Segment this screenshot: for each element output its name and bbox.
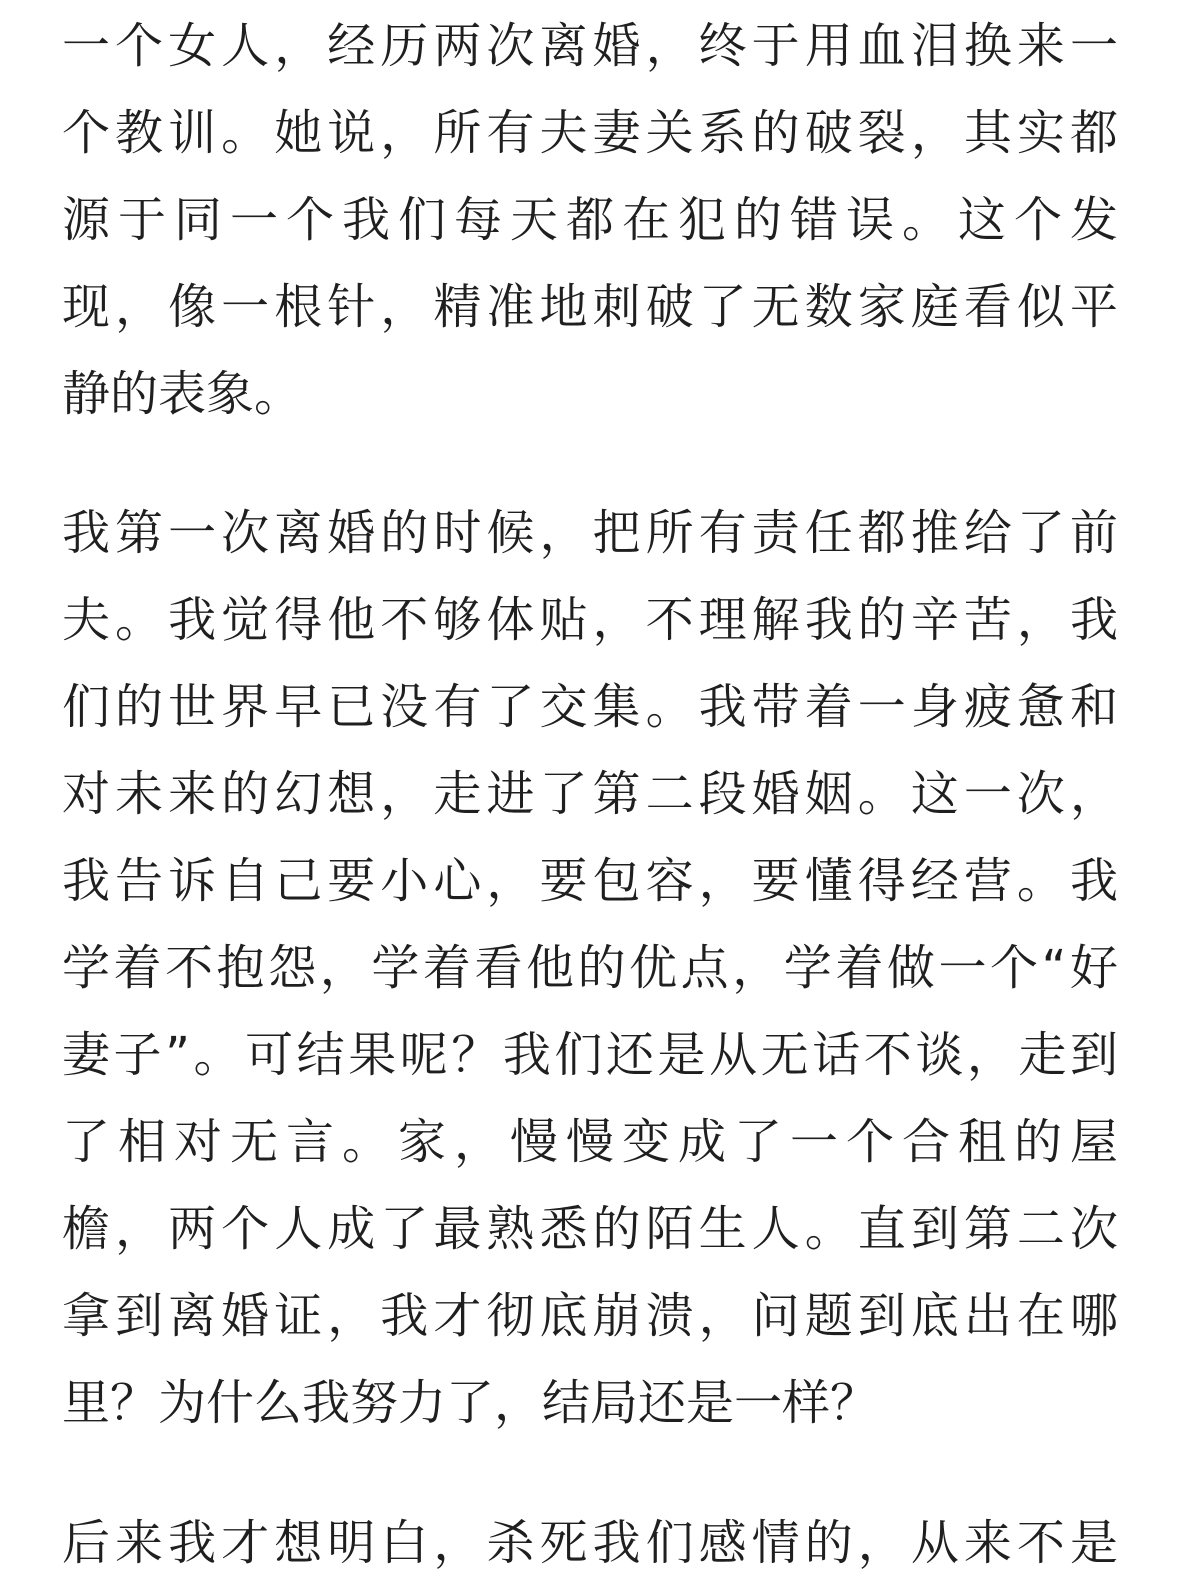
text-line: 里？为什么我努力了，结局还是一样？	[62, 1375, 879, 1431]
text-line: 妻子”。可结果呢？我们还是从无话不谈，走到	[62, 1027, 1118, 1083]
text-line: 我第一次离婚的时候，把所有责任都推给了前	[62, 505, 1118, 561]
text-line: 对未来的幻想，走进了第二段婚姻。这一次，	[62, 766, 1118, 822]
text-line: 个教训。她说，所有夫妻关系的破裂，其实都	[62, 105, 1118, 161]
text-line: 静的表象。	[62, 366, 303, 422]
paragraph-3	[62, 1500, 1118, 1587]
text-line: 檐，两个人成了最熟悉的陌生人。直到第二次	[62, 1201, 1118, 1257]
text-line: 们的世界早已没有了交集。我带着一身疲惫和	[62, 679, 1118, 735]
text-line: 拿到离婚证，我才彻底崩溃，问题到底出在哪	[62, 1288, 1118, 1344]
text-line: 一个女人，经历两次离婚，终于用血泪换来一	[62, 18, 1118, 74]
text-line: 源于同一个我们每天都在犯的错误。这个发	[62, 192, 1118, 248]
text-line: 夫。我觉得他不够体贴，不理解我的辛苦，我	[62, 592, 1118, 648]
text-line: 了相对无言。家，慢慢变成了一个合租的屋	[62, 1114, 1118, 1170]
text-line: 后来我才想明白，杀死我们感情的，从来不是	[62, 1515, 1118, 1571]
paragraph-1	[62, 3, 1118, 438]
text-line: 我告诉自己要小心，要包容，要懂得经营。我	[62, 853, 1118, 909]
text-line: 学着不抱怨，学着看他的优点，学着做一个“好	[62, 940, 1118, 996]
paragraph-2	[62, 490, 1118, 1447]
text-line: 现，像一根针，精准地刺破了无数家庭看似平	[62, 279, 1118, 335]
